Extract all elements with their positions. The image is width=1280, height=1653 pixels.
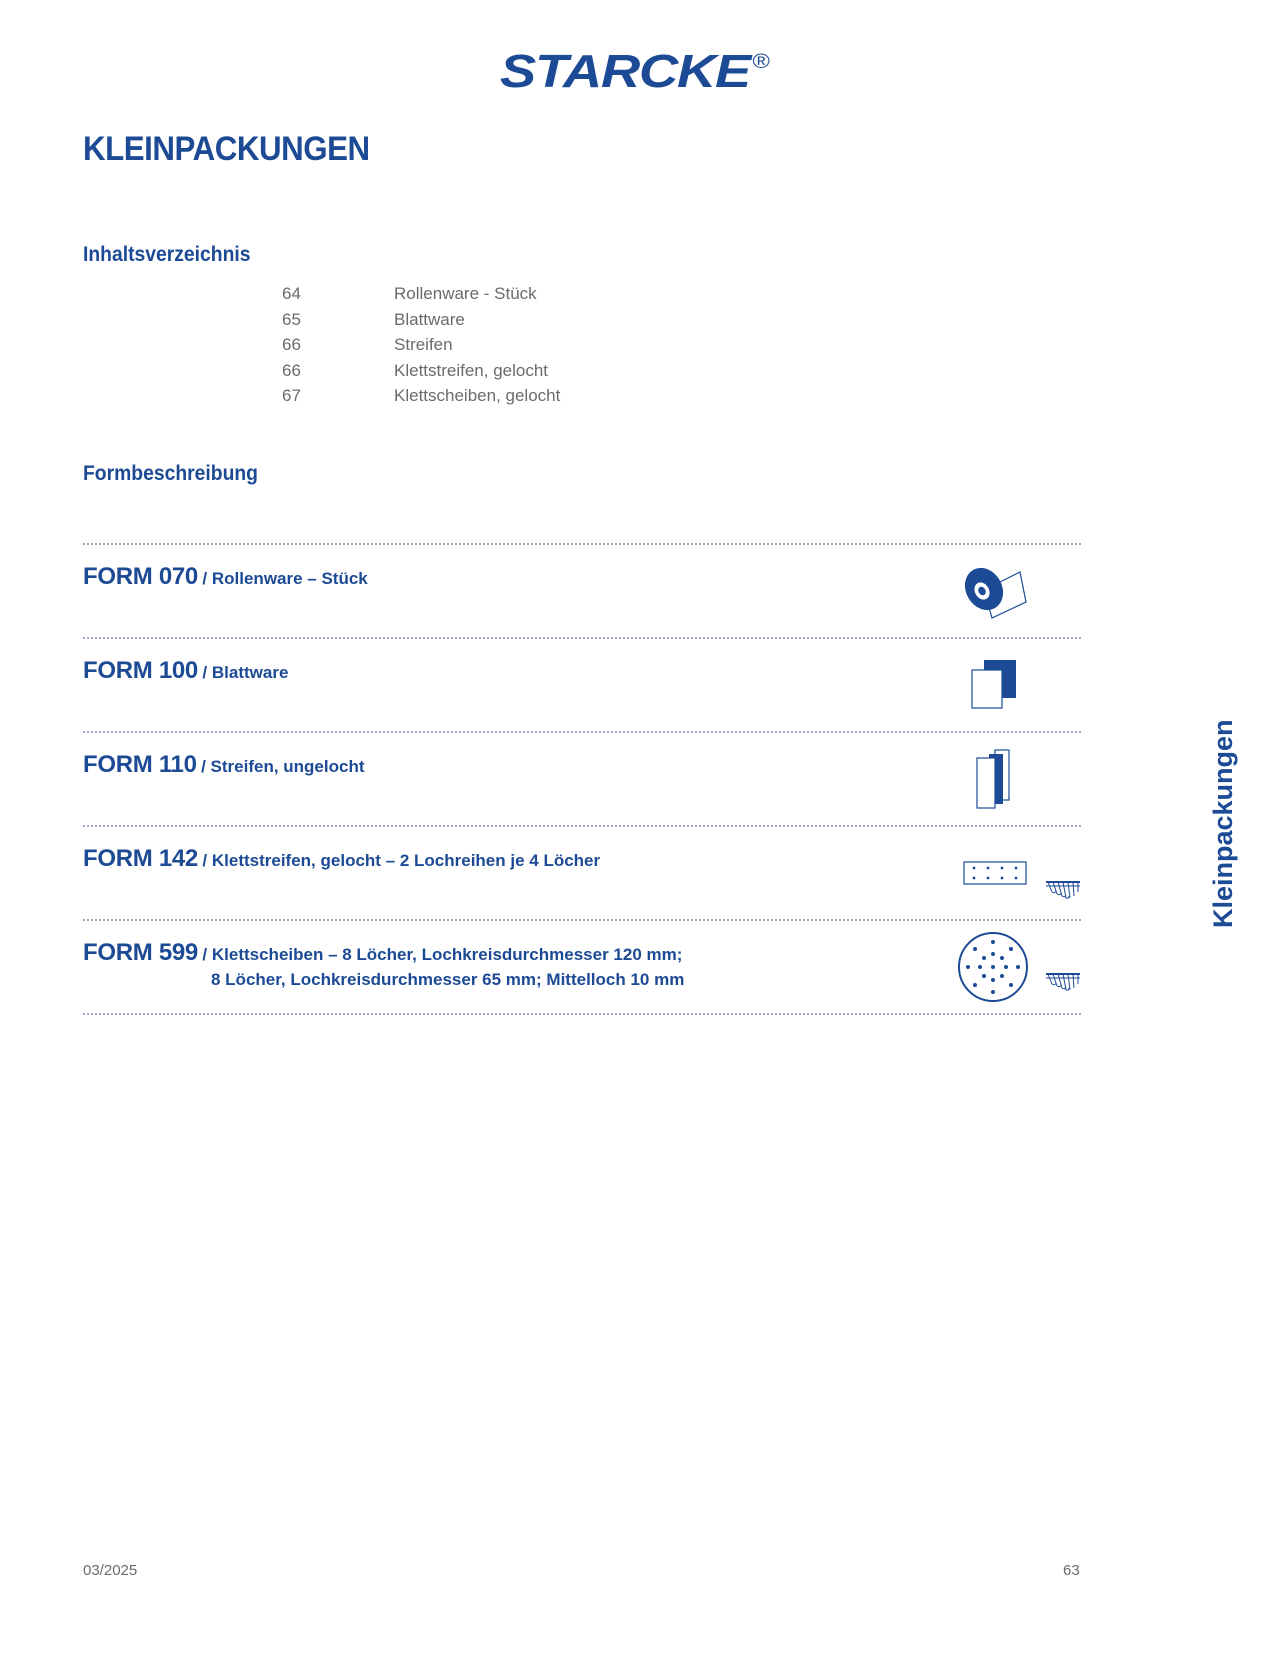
form-description: / Streifen, ungelocht (201, 757, 365, 776)
toc-page-number: 66 (282, 335, 301, 354)
footer-page-number: 63 (1063, 1562, 1080, 1579)
form-code: FORM 142 (83, 845, 198, 872)
form-description: / Rollenware – Stück (202, 569, 368, 588)
toc-list (282, 284, 560, 412)
toc-label: Klettstreifen, gelocht (394, 360, 549, 380)
velcro-hook-icon (1044, 878, 1082, 906)
toc-item[interactable] (282, 310, 560, 336)
divider (83, 825, 1081, 827)
velcro-hook-icon (1044, 970, 1082, 998)
form-row-110 (83, 751, 1081, 779)
starcke-logo (500, 45, 769, 97)
form-description-line2: 8 Löcher, Lochkreisdurchmesser 65 mm; Mittelloch 10 mm (211, 970, 685, 989)
toc-item[interactable] (282, 284, 560, 310)
registered-mark: ® (752, 51, 769, 73)
toc-label: Klettscheiben, gelocht (394, 386, 561, 405)
forms-heading: Formbeschreibung (83, 462, 258, 485)
toc-item[interactable] (282, 361, 560, 387)
toc-page-number: 67 (282, 386, 301, 405)
strip-icon (975, 748, 1015, 810)
form-row-070 (83, 563, 1081, 591)
toc-label: Rollenware - Stück (394, 284, 537, 303)
footer-date: 03/2025 (83, 1562, 138, 1579)
sheet-icon (970, 658, 1018, 710)
divider (83, 919, 1081, 921)
form-row-599 (83, 939, 1081, 990)
side-tab-label: Kleinpackungen (1208, 719, 1238, 928)
divider (83, 731, 1081, 733)
divider (83, 1013, 1081, 1015)
toc-label: Streifen (394, 335, 453, 354)
perforated-disc-icon (956, 930, 1030, 1004)
form-code: FORM 110 (83, 751, 197, 778)
page-title: KLEINPACKUNGEN (83, 130, 370, 168)
toc-page-number: 64 (282, 284, 301, 303)
form-row-100 (83, 657, 1081, 685)
toc-item[interactable] (282, 335, 560, 361)
toc-heading: Inhaltsverzeichnis (83, 243, 251, 266)
form-description: / Blattware (202, 663, 289, 682)
roll-icon (962, 560, 1028, 620)
toc-page-number: 65 (282, 309, 301, 329)
form-code: FORM 100 (83, 657, 198, 684)
form-row-142 (83, 845, 1081, 873)
form-description: / Klettscheiben – 8 Löcher, Lochkreisdurchmesser 120 mm; (202, 945, 683, 964)
divider (83, 543, 1081, 545)
logo-text: STARCKE (500, 45, 751, 97)
form-description: / Klettstreifen, gelocht – 2 Lochreihen je 4 Löcher (202, 851, 601, 870)
toc-label: Blattware (394, 309, 465, 329)
form-code: FORM 070 (83, 563, 198, 590)
toc-item[interactable] (282, 386, 560, 412)
divider (83, 637, 1081, 639)
toc-page-number: 66 (282, 360, 301, 380)
perforated-strip-icon (962, 858, 1028, 886)
form-code: FORM 599 (83, 939, 198, 966)
